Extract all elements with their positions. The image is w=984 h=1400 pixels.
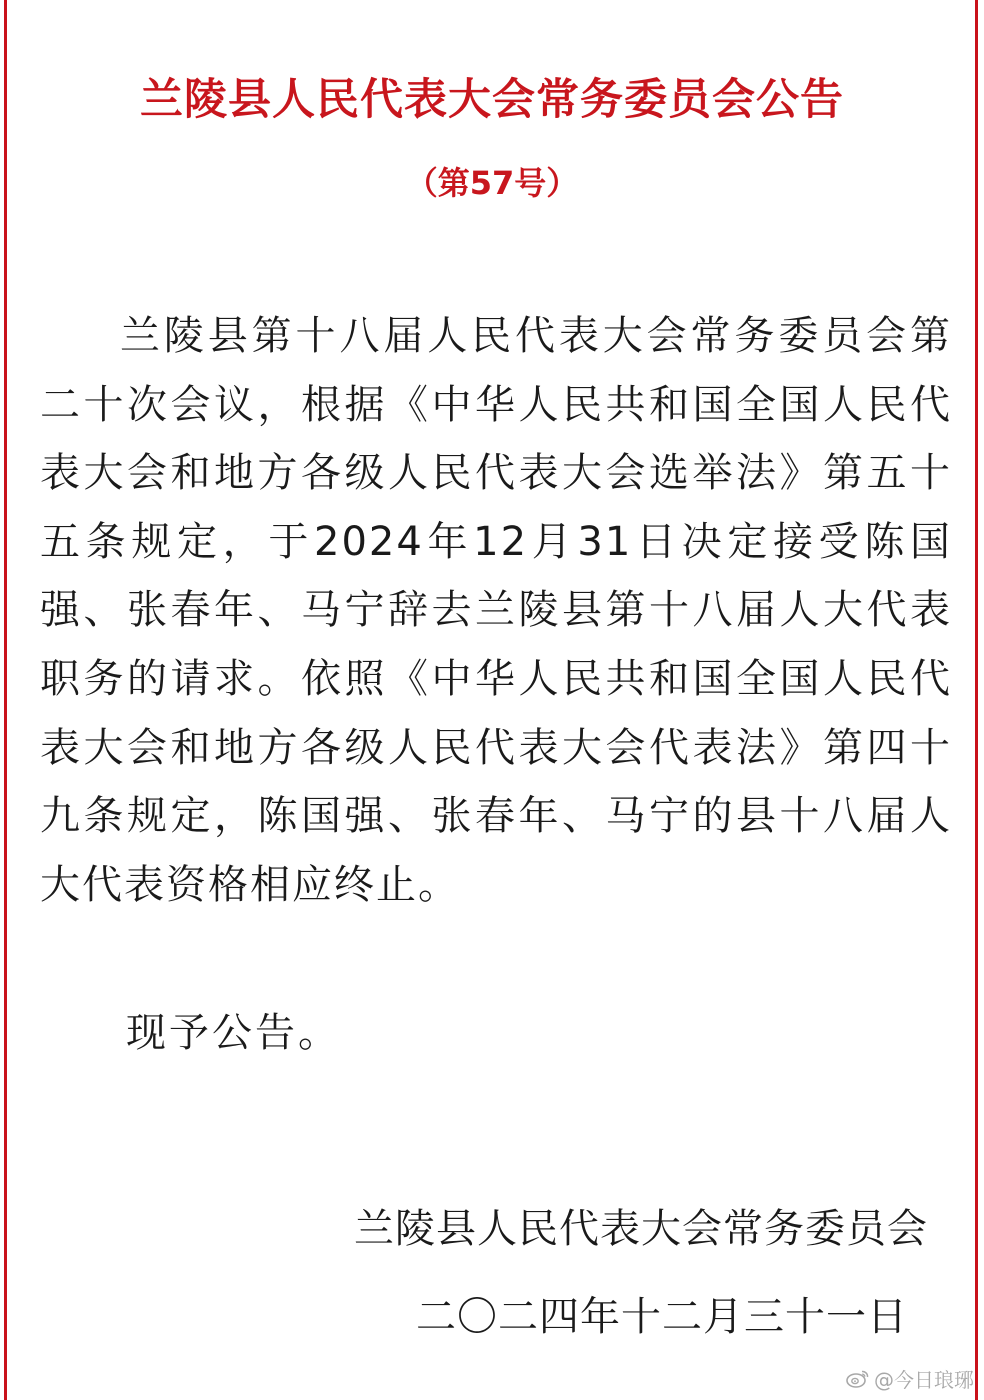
notice-closing: 现予公告。	[126, 1010, 341, 1056]
left-border-line	[4, 0, 7, 1400]
watermark-text: @今日琅琊	[874, 1367, 974, 1392]
notice-body: 兰陵县第十八届人民代表大会常务委员会第二十次会议，根据《中华人民共和国全国人民代表大会和地方各级人民代表大会选举法》第五十五条规定，于2024年12月31日决定接受陈国强、张春年、马宁辞去兰陵县第十八届人大代表职务的请求。依照《中华人民共和国全国人民代表大会和地方各级人民代表大会代表法》第四十九条规定，陈国强、张春年、马宁的县十八届人大代表资格相应终止。	[40, 313, 952, 908]
right-border-line	[975, 0, 978, 1400]
watermark	[846, 1364, 974, 1392]
notice-number: （第57号）	[405, 164, 579, 202]
signature-date: 二〇二四年十二月三十一日	[416, 1294, 908, 1340]
notice-title: 兰陵县人民代表大会常务委员会公告	[140, 75, 844, 125]
weibo-icon	[846, 1368, 870, 1388]
signature-organization: 兰陵县人民代表大会常务委员会	[354, 1206, 928, 1252]
